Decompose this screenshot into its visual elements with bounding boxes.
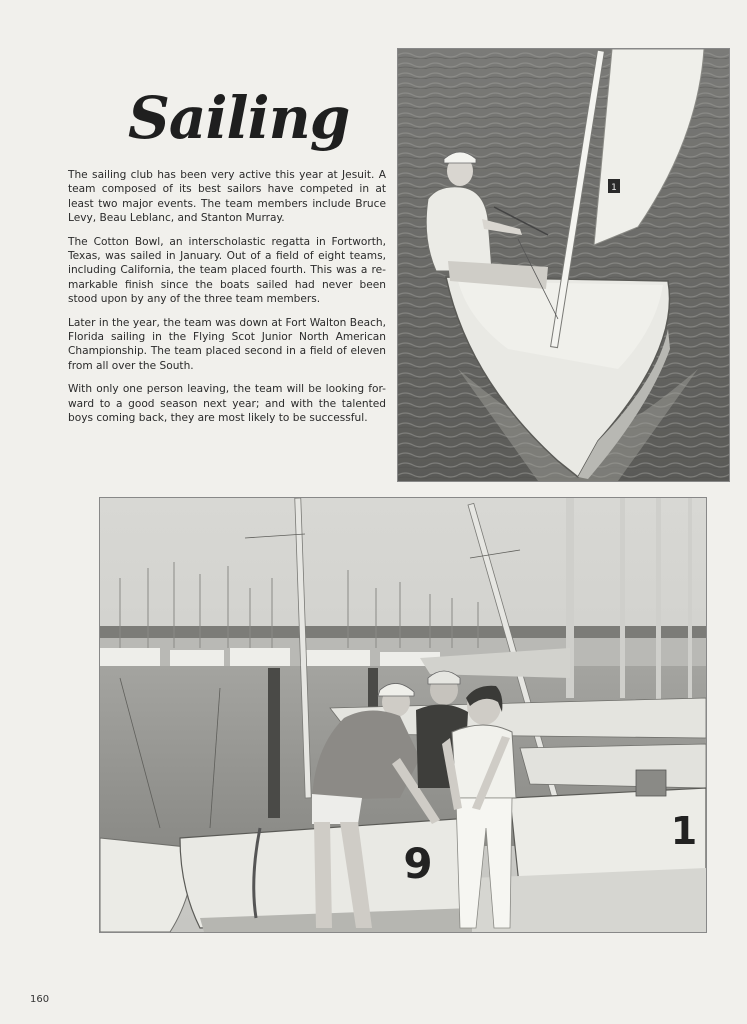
paragraph-2: The Cotton Bowl, an interscholastic regatta in Fortworth, Texas, was sailed in January. Out of a field of eight teams, including California, the team placed fourth. This was a re-markable finish since the boats sailed had never been stood upon by any of the three team members. [68,235,386,306]
paragraph-3: Later in the year, the team was down at Fort Walton Beach, Florida sailing in the Flying Scot Junior North American Championship. The team placed second in a field of eleven from all over the South. [68,316,386,372]
photo-sailor-in-boat [397,48,730,482]
page-title: Sailing [128,84,350,152]
article-body [68,168,386,435]
photo-team-at-marina-image [100,498,706,932]
photo-sailor-in-boat-image [398,49,729,481]
paragraph-4: With only one person leaving, the team will be looking for-ward to a good season next year; and with the talented boys coming back, they are most likely to be successful. [68,383,386,425]
photo-team-at-marina [99,497,707,933]
page-number: 160 [30,994,50,1005]
sail-number: 1 [611,183,617,193]
hull-number-right: 1 [670,809,698,853]
paragraph-1: The sailing club has been very active this year at Jesuit. A team composed of its best sailors have competed in at least two major events. The team members include Bruce Levy, Beau Leblanc, and Stanton Murray. [68,169,386,225]
hull-number-left: 9 [403,839,433,888]
